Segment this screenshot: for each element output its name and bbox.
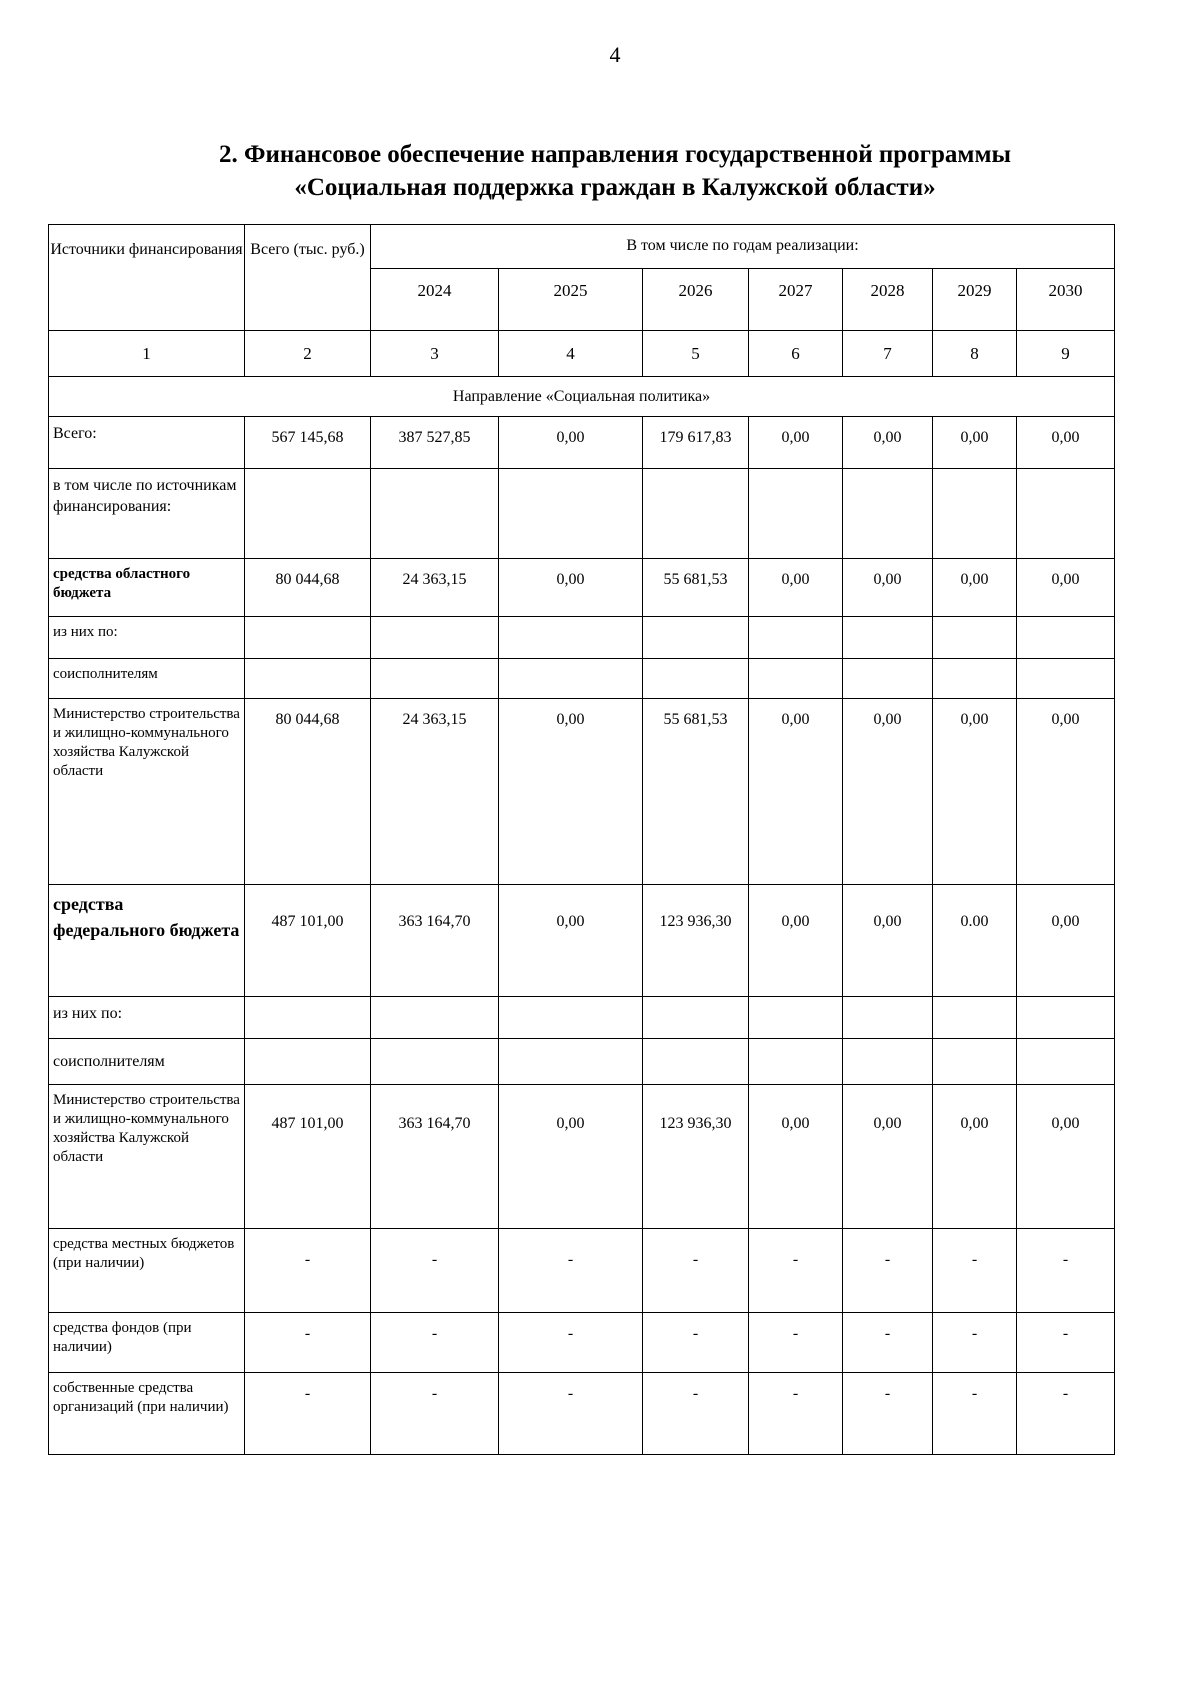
cell-value xyxy=(933,659,1017,699)
cell-value xyxy=(245,997,371,1039)
cell-value: 0,00 xyxy=(1017,559,1115,617)
cell-value: - xyxy=(499,1313,643,1373)
row-label: средства фондов (при наличии) xyxy=(49,1313,245,1373)
cell-value xyxy=(371,1039,499,1085)
cell-value xyxy=(245,1039,371,1085)
cell-value: 487 101,00 xyxy=(245,1085,371,1229)
column-number: 2 xyxy=(245,331,371,377)
title-line-2: «Социальная поддержка граждан в Калужской области» xyxy=(294,174,936,201)
cell-value: 0,00 xyxy=(843,885,933,997)
cell-value: - xyxy=(371,1373,499,1455)
cell-value: 0,00 xyxy=(933,699,1017,885)
cell-value: 55 681,53 xyxy=(643,699,749,885)
cell-value: - xyxy=(933,1229,1017,1313)
document-title xyxy=(0,138,1200,204)
cell-value: - xyxy=(843,1373,933,1455)
cell-value xyxy=(499,659,643,699)
cell-value xyxy=(843,1039,933,1085)
table-row xyxy=(49,559,1115,617)
cell-value: 24 363,15 xyxy=(371,699,499,885)
cell-value xyxy=(933,617,1017,659)
cell-value: - xyxy=(643,1313,749,1373)
cell-value xyxy=(843,659,933,699)
row-label: из них по: xyxy=(49,997,245,1039)
cell-value: - xyxy=(371,1313,499,1373)
cell-value: 487 101,00 xyxy=(245,885,371,997)
cell-value: 0.00 xyxy=(933,885,1017,997)
cell-value xyxy=(749,659,843,699)
table-row xyxy=(49,1229,1115,1313)
cell-value: 0,00 xyxy=(1017,699,1115,885)
cell-value xyxy=(643,617,749,659)
title-line-1: 2. Финансовое обеспечение направления государственной программы xyxy=(218,141,1012,168)
cell-value: - xyxy=(643,1229,749,1313)
table-row xyxy=(49,997,1115,1039)
table-row xyxy=(49,1313,1115,1373)
table-row xyxy=(49,469,1115,559)
header-year: 2029 xyxy=(933,269,1017,331)
cell-value xyxy=(245,617,371,659)
cell-value: 123 936,30 xyxy=(643,885,749,997)
cell-value: - xyxy=(499,1373,643,1455)
financing-table xyxy=(48,224,1115,1455)
cell-value: 123 936,30 xyxy=(643,1085,749,1229)
cell-value: 0,00 xyxy=(499,699,643,885)
cell-value xyxy=(1017,997,1115,1039)
row-label: Министерство строительства и жилищно-коммунального хозяйства Калужской области xyxy=(49,1085,245,1229)
cell-value xyxy=(933,997,1017,1039)
column-number: 4 xyxy=(499,331,643,377)
cell-value xyxy=(643,469,749,559)
cell-value xyxy=(933,1039,1017,1085)
cell-value xyxy=(1017,469,1115,559)
cell-value xyxy=(749,1039,843,1085)
cell-value xyxy=(499,1039,643,1085)
cell-value: - xyxy=(245,1373,371,1455)
row-label: Всего: xyxy=(49,417,245,469)
cell-value: 0,00 xyxy=(1017,417,1115,469)
cell-value: 179 617,83 xyxy=(643,417,749,469)
cell-value xyxy=(643,659,749,699)
header-year: 2026 xyxy=(643,269,749,331)
cell-value: 387 527,85 xyxy=(371,417,499,469)
header-year: 2028 xyxy=(843,269,933,331)
cell-value xyxy=(933,469,1017,559)
cell-value xyxy=(643,1039,749,1085)
cell-value: 0,00 xyxy=(749,885,843,997)
cell-value xyxy=(843,469,933,559)
cell-value: 0,00 xyxy=(499,417,643,469)
cell-value: 0,00 xyxy=(933,417,1017,469)
cell-value: - xyxy=(749,1373,843,1455)
cell-value: 0,00 xyxy=(1017,885,1115,997)
cell-value: - xyxy=(245,1229,371,1313)
column-numbers-row xyxy=(49,331,1115,377)
cell-value: 363 164,70 xyxy=(371,1085,499,1229)
cell-value: - xyxy=(371,1229,499,1313)
cell-value: 0,00 xyxy=(749,699,843,885)
cell-value xyxy=(749,469,843,559)
cell-value: 0,00 xyxy=(749,559,843,617)
row-label: соисполнителям xyxy=(49,659,245,699)
cell-value xyxy=(499,469,643,559)
cell-value: 24 363,15 xyxy=(371,559,499,617)
table-row xyxy=(49,617,1115,659)
cell-value: 0,00 xyxy=(749,1085,843,1229)
cell-value: 0,00 xyxy=(843,699,933,885)
cell-value: 0,00 xyxy=(749,417,843,469)
cell-value xyxy=(749,617,843,659)
cell-value xyxy=(245,469,371,559)
table-row xyxy=(49,885,1115,997)
column-number: 1 xyxy=(49,331,245,377)
cell-value xyxy=(843,617,933,659)
cell-value: - xyxy=(933,1373,1017,1455)
cell-value xyxy=(371,997,499,1039)
table-row xyxy=(49,1373,1115,1455)
cell-value: 0,00 xyxy=(933,559,1017,617)
column-number: 7 xyxy=(843,331,933,377)
cell-value xyxy=(499,617,643,659)
cell-value: 0,00 xyxy=(499,885,643,997)
cell-value: - xyxy=(643,1373,749,1455)
row-label: средства федерального бюджета xyxy=(49,885,245,997)
row-label: средства областного бюджета xyxy=(49,559,245,617)
table-row xyxy=(49,659,1115,699)
column-number: 9 xyxy=(1017,331,1115,377)
table-row xyxy=(49,1085,1115,1229)
header-year: 2025 xyxy=(499,269,643,331)
row-label: в том числе по источникам финансирования: xyxy=(49,469,245,559)
cell-value: 0,00 xyxy=(933,1085,1017,1229)
cell-value: 0,00 xyxy=(843,417,933,469)
column-number: 5 xyxy=(643,331,749,377)
cell-value: 80 044,68 xyxy=(245,699,371,885)
row-label: средства местных бюджетов (при наличии) xyxy=(49,1229,245,1313)
cell-value: 0,00 xyxy=(843,1085,933,1229)
header-sources: Источники финансирования xyxy=(49,225,245,331)
section-title: Направление «Социальная политика» xyxy=(49,377,1115,417)
cell-value xyxy=(371,469,499,559)
row-label: Министерство строительства и жилищно-коммунального хозяйства Калужской области xyxy=(49,699,245,885)
cell-value xyxy=(1017,617,1115,659)
cell-value xyxy=(371,617,499,659)
header-year: 2030 xyxy=(1017,269,1115,331)
cell-value: - xyxy=(1017,1373,1115,1455)
row-label: собственные средства организаций (при наличии) xyxy=(49,1373,245,1455)
cell-value: - xyxy=(1017,1229,1115,1313)
cell-value: - xyxy=(1017,1313,1115,1373)
cell-value: - xyxy=(749,1229,843,1313)
cell-value: 363 164,70 xyxy=(371,885,499,997)
column-number: 6 xyxy=(749,331,843,377)
cell-value: - xyxy=(245,1313,371,1373)
cell-value: - xyxy=(843,1313,933,1373)
cell-value: - xyxy=(933,1313,1017,1373)
cell-value xyxy=(371,659,499,699)
cell-value xyxy=(843,997,933,1039)
cell-value: 55 681,53 xyxy=(643,559,749,617)
cell-value xyxy=(1017,659,1115,699)
section-row xyxy=(49,377,1115,417)
header-total: Всего (тыс. руб.) xyxy=(245,225,371,331)
header-year: 2024 xyxy=(371,269,499,331)
table-row xyxy=(49,699,1115,885)
cell-value xyxy=(245,659,371,699)
cell-value: 0,00 xyxy=(499,1085,643,1229)
cell-value: 0,00 xyxy=(1017,1085,1115,1229)
table-row xyxy=(49,417,1115,469)
column-number: 8 xyxy=(933,331,1017,377)
header-year: 2027 xyxy=(749,269,843,331)
cell-value: 0,00 xyxy=(843,559,933,617)
row-label: из них по: xyxy=(49,617,245,659)
cell-value: - xyxy=(843,1229,933,1313)
cell-value xyxy=(643,997,749,1039)
cell-value: 80 044,68 xyxy=(245,559,371,617)
cell-value: - xyxy=(749,1313,843,1373)
cell-value: - xyxy=(499,1229,643,1313)
cell-value: 0,00 xyxy=(499,559,643,617)
cell-value xyxy=(1017,1039,1115,1085)
column-number: 3 xyxy=(371,331,499,377)
cell-value xyxy=(749,997,843,1039)
row-label: соисполнителям xyxy=(49,1039,245,1085)
cell-value: 567 145,68 xyxy=(245,417,371,469)
cell-value xyxy=(499,997,643,1039)
page-number: 4 xyxy=(609,42,621,67)
header-by-years: В том числе по годам реализации: xyxy=(371,225,1115,269)
table-row xyxy=(49,1039,1115,1085)
